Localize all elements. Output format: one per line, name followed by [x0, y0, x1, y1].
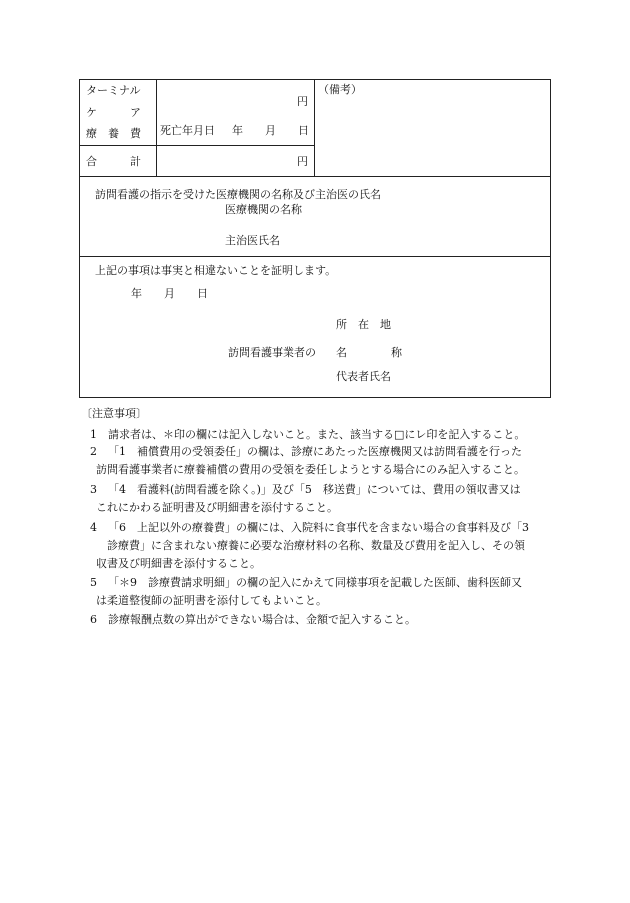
note-number: 4	[90, 521, 97, 534]
note-item-5	[90, 576, 552, 608]
terminal-care-yen: 円	[297, 95, 308, 108]
death-date-label: 死亡年月日	[160, 124, 215, 137]
operator-address-label: 所 在 地	[336, 318, 391, 331]
note-item-1	[90, 428, 552, 442]
note-text: 診療費」に含まれない療養に必要な治療材料の名称、数量及び費用を記入し、その領	[96, 539, 525, 552]
note-number: 6	[90, 613, 97, 626]
certification-statement: 上記の事項は事実と相違ないことを証明します。	[95, 264, 337, 277]
total-label: 合 計	[86, 155, 141, 168]
operator-label: 訪問看護事業者の	[228, 346, 316, 359]
note-text: 「＊9 診療費請求明細」の欄の記入にかえて同様事項を記載した医師、歯科医師又	[108, 576, 522, 589]
note-text: は柔道整復師の証明書を添付してもよいこと。	[96, 594, 327, 607]
note-item-3	[90, 483, 552, 515]
label-column-divider	[156, 79, 157, 176]
institution-name-label: 医療機関の名称	[225, 203, 302, 216]
note-number: 2	[90, 445, 97, 458]
note-text: 訪問看護事業者に療養補償の費用の受領を委任しようとする場合にのみ記入すること。	[96, 463, 525, 476]
total-yen: 円	[297, 155, 308, 168]
note-text: 収書及び明細書を添付すること。	[96, 557, 261, 570]
institution-section-divider	[79, 176, 551, 177]
note-text: 「6 上記以外の療養費」の欄には、入院料に食事代を含まない場合の食事料及び「3	[108, 521, 529, 534]
note-text: これにかわる証明書及び明細書を添付すること。	[96, 501, 338, 514]
remarks-divider	[314, 79, 315, 176]
total-row-divider	[79, 145, 314, 146]
note-text: 請求者は、＊印の欄には記入しないこと。また、該当する□にレ印を記入すること。	[108, 428, 526, 441]
notes-title: 〔注意事項〕	[81, 407, 147, 420]
note-number: 1	[90, 428, 97, 441]
remarks-label: （備考）	[318, 83, 362, 96]
death-date-fields: 年 月 日	[232, 124, 309, 137]
institution-heading: 訪問看護の指示を受けた医療機関の名称及び主治医の氏名	[95, 188, 381, 201]
operator-name-label: 名 称	[336, 346, 402, 359]
note-text: 診療報酬点数の算出ができない場合は、金額で記入すること。	[108, 613, 416, 626]
terminal-care-label-line2: ケ ア	[86, 106, 141, 119]
note-item-2	[90, 445, 552, 477]
doctor-name-label: 主治医氏名	[225, 234, 280, 247]
certification-section-divider	[79, 256, 551, 257]
note-number: 5	[90, 576, 97, 589]
terminal-care-label-line3: 療 養 費	[86, 127, 141, 140]
terminal-care-label-line1: ターミナル	[86, 84, 141, 97]
note-number: 3	[90, 483, 97, 496]
representative-name-label: 代表者氏名	[336, 370, 391, 383]
note-item-4	[90, 521, 552, 571]
note-text: 「4 看護料(訪問看護を除く。)」及び「5 移送費」については、費用の領収書又は	[108, 483, 521, 496]
note-item-6	[90, 613, 552, 627]
certification-date-fields: 年 月 日	[131, 287, 208, 300]
note-text: 「1 補償費用の受領委任」の欄は、診療にあたった医療機関又は訪問看護を行った	[108, 445, 522, 458]
